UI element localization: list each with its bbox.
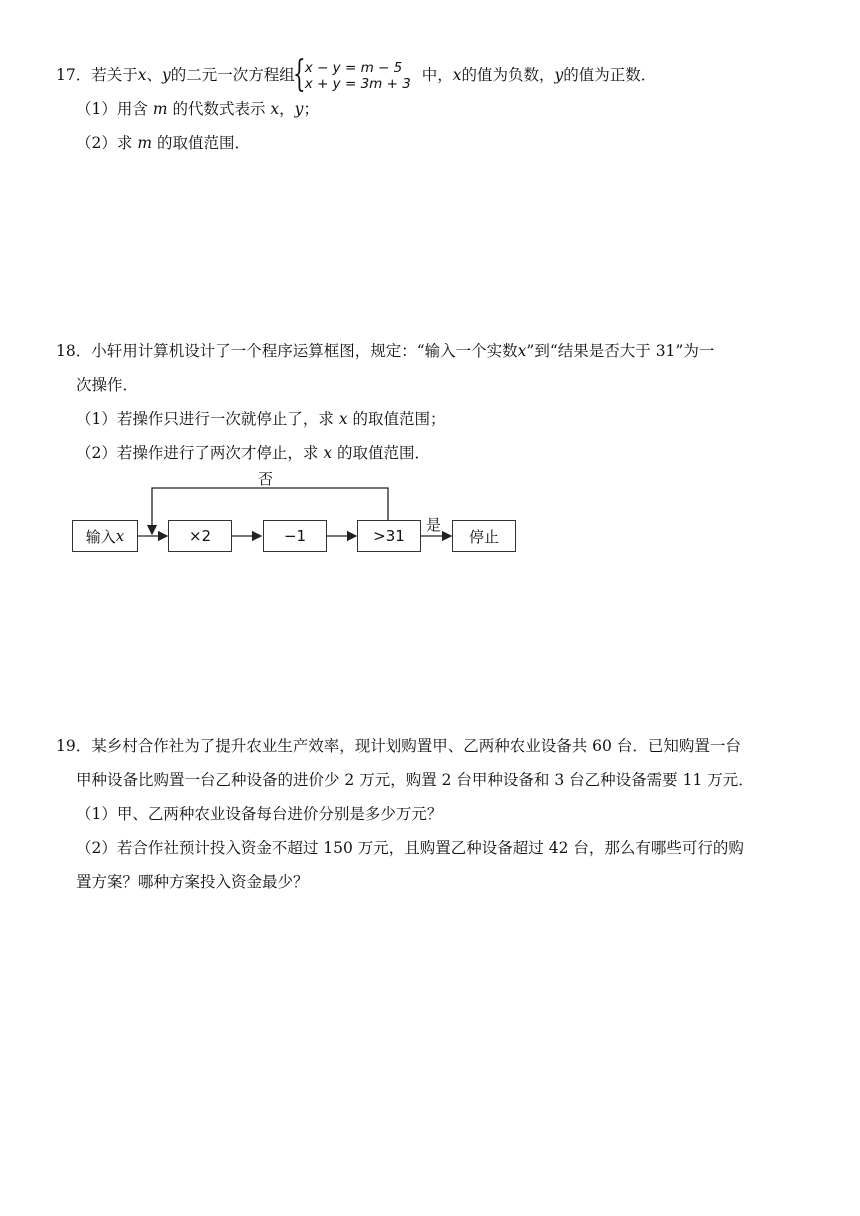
question-19 [56,729,816,899]
question-19-part-2-line-2: 置方案？哪种方案投入资金最少？ [76,873,309,891]
question-19-stem-line-1: 19．某乡村合作社为了提升农业生产效率，现计划购置甲、乙两种农业设备共 60 台．已知购置一台 [56,737,741,755]
question-number: 19． [56,737,92,755]
question-18-stem-line-2: 次操作． [76,376,139,394]
equation-system [292,54,411,95]
flow-label-no: 否 [258,470,274,488]
program-flowchart [70,470,520,560]
question-19-part-2-line-1: （2）若合作社预计投入资金不超过 150 万元，且购置乙种设备超过 42 台，那么有哪些可行的购 [76,839,744,857]
flow-box-greater-than-31: >31 [357,520,421,552]
flow-box-input: 输入 x [72,520,138,552]
question-number: 17． [56,66,92,84]
question-19-part-1: （1）甲、乙两种农业设备每台进价分别是多少万元？ [76,805,443,823]
question-18-part-1: （1）若操作只进行一次就停止了，求 x 的取值范围； [76,410,446,428]
question-17-part-2: （2）求 m 的取值范围． [76,134,250,152]
question-19-stem-line-2: 甲种设备比购置一台乙种设备的进价少 2 万元，购置 2 台甲种设备和 3 台乙种设备需要 11 万元． [76,771,754,789]
flow-box-times-2: ×2 [168,520,232,552]
flow-box-minus-1: −1 [263,520,327,552]
question-17-stem: 17．若关于x、y的二元一次方程组 { x − y = m − 5 x + y = 3m + 3 中，x的值为负数，y的值为正数． [56,54,657,95]
question-17-part-1: （1）用含 m 的代数式表示 x，y； [76,100,319,118]
equation-1: x − y = m − 5 [304,60,403,76]
flow-box-stop: 停止 [452,520,516,552]
question-number: 18． [56,342,92,360]
equation-2: x + y = 3m + 3 [304,76,411,92]
question-18-stem-line-1: 18．小轩用计算机设计了一个程序运算框图，规定：“输入一个实数x”到“结果是否大于 31”为一 [56,342,715,360]
question-17 [56,54,816,160]
brace-symbol: { [292,54,306,95]
question-18-part-2: （2）若操作进行了两次才停止，求 x 的取值范围． [76,444,431,462]
flow-label-yes: 是 [426,516,442,534]
question-18 [56,334,816,470]
